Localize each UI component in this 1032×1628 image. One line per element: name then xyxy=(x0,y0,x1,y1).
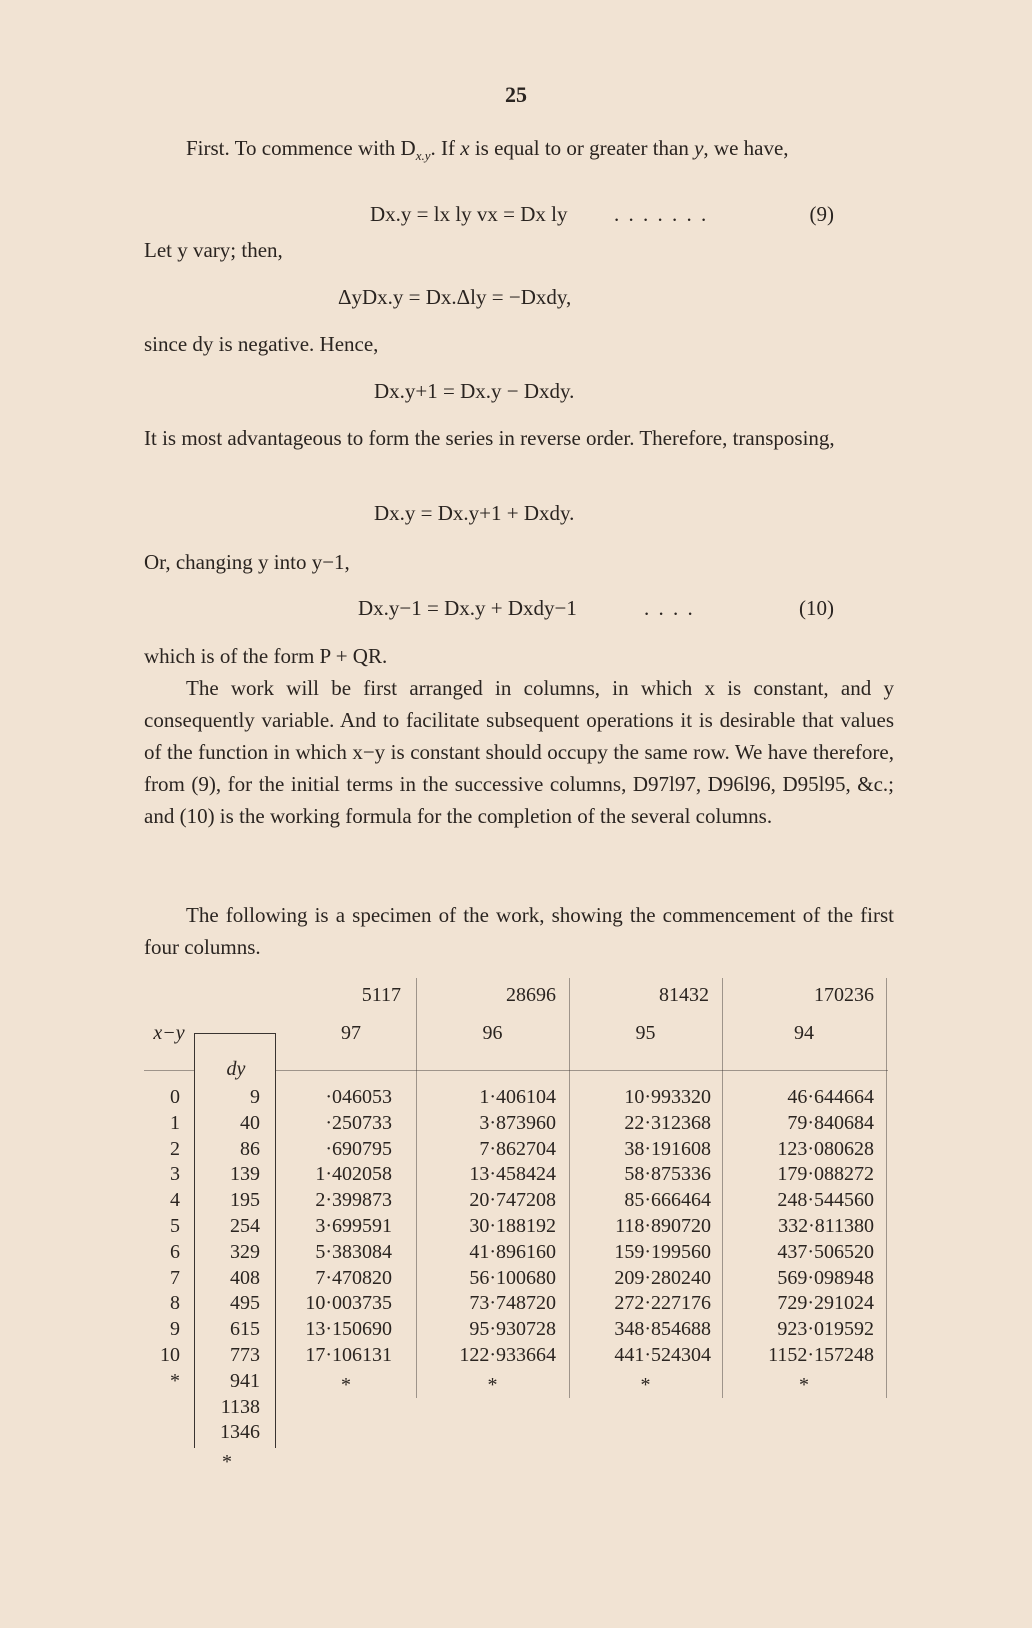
table-cell: 7·862704 xyxy=(479,1137,556,1160)
para1-part-g: , we have, xyxy=(703,136,789,160)
table-cell: 95·930728 xyxy=(469,1318,556,1341)
table-cell: 1·406104 xyxy=(479,1086,556,1108)
rule-col-4 xyxy=(886,978,887,1398)
table-cell: 30·188192 xyxy=(469,1215,556,1237)
x-minus-y-cell: 4 xyxy=(170,1189,180,1212)
table-cell: 209·280240 xyxy=(614,1266,711,1289)
equation-9-number: (9) xyxy=(809,202,834,226)
table-cell: 46·644664 xyxy=(787,1086,874,1108)
table-cell: 10·993320 xyxy=(624,1086,711,1108)
x-minus-y-cell: 2 xyxy=(170,1137,180,1160)
x-minus-y-cell: 0 xyxy=(170,1086,180,1108)
equation-next-formula: Dx.y+1 = Dx.y − Dxdy. xyxy=(374,379,575,403)
table-cell: 569·098948 xyxy=(777,1266,874,1289)
table-cell: 38·191608 xyxy=(624,1137,711,1160)
column-age-1: 97 xyxy=(341,1022,361,1044)
dy-cell: 495 xyxy=(230,1292,260,1315)
table-cell: 159·199560 xyxy=(614,1240,711,1263)
table-cell: 332·811380 xyxy=(778,1215,874,1237)
para1-part-e: is equal to or greater than xyxy=(469,136,695,160)
rule-xy-bottom xyxy=(144,1070,194,1071)
dy-cell: 1138 xyxy=(220,1395,260,1418)
equation-transposed xyxy=(144,497,894,529)
table-cell: 41·896160 xyxy=(469,1240,556,1263)
dy-cell: 941 xyxy=(230,1369,260,1392)
table-cell: 20·747208 xyxy=(469,1189,556,1212)
table-cell: * xyxy=(799,1373,809,1396)
dy-cell: 615 xyxy=(230,1318,260,1341)
equation-9-formula: Dx.y = lx ly vx = Dx ly xyxy=(370,202,568,226)
table-cell: 179·088272 xyxy=(777,1163,874,1186)
dy-cell: 86 xyxy=(240,1137,260,1160)
x-minus-y-cell: 5 xyxy=(170,1215,180,1237)
dy-cell: 254 xyxy=(230,1215,260,1237)
x-minus-y-cell: 7 xyxy=(170,1266,180,1289)
table-cell: 441·524304 xyxy=(614,1344,711,1366)
table-cell: 272·227176 xyxy=(614,1292,711,1315)
table-cell: * xyxy=(341,1373,351,1396)
column-age-2: 96 xyxy=(482,1022,503,1044)
dy-cell: 9 xyxy=(250,1086,260,1108)
equation-transposed-formula: Dx.y = Dx.y+1 + Dxdy. xyxy=(374,501,575,525)
table-cell: 58·875336 xyxy=(624,1163,711,1186)
table-cell: ·690795 xyxy=(325,1137,392,1160)
table-cell: 437·506520 xyxy=(777,1240,874,1263)
rule-header-bottom xyxy=(276,1070,888,1071)
table-cell: 22·312368 xyxy=(624,1111,711,1134)
column-top-1: 5117 xyxy=(361,984,401,1006)
page-number: 25 xyxy=(505,82,527,107)
table-cell: 2·399873 xyxy=(315,1189,392,1212)
rule-dy-top xyxy=(194,1033,276,1034)
table-cell: 123·080628 xyxy=(777,1137,874,1160)
equation-delta-formula: ΔyDx.y = Dx.Δly = −Dxdy, xyxy=(338,285,572,309)
paragraph-let-y-vary: Let y vary; then, xyxy=(144,238,283,262)
paragraph-specimen: The following is a specimen of the work, showing the commencement of the first four columns. xyxy=(144,903,894,959)
equation-9-dots: . . . . . . . xyxy=(614,202,709,226)
column-age-3: 95 xyxy=(635,1022,656,1044)
dy-cell: * xyxy=(222,1451,232,1474)
table-cell: 85·666464 xyxy=(624,1189,711,1212)
paragraph-reverse-order: It is most advantageous to form the series in reverse order. Therefore, transposing, xyxy=(144,426,835,450)
para1-subscript: x.y xyxy=(415,148,431,164)
table-cell: 348·854688 xyxy=(614,1318,711,1341)
dy-cell: 139 xyxy=(230,1163,260,1186)
x-minus-y-cell: * xyxy=(170,1369,180,1392)
x-minus-y-cell: 6 xyxy=(170,1240,180,1263)
equation-9 xyxy=(144,198,894,230)
equation-10-dots: . . . . xyxy=(644,596,695,620)
specimen-table xyxy=(144,978,894,1478)
header-dy: dy xyxy=(226,1058,246,1080)
table-cell: 1·402058 xyxy=(315,1163,392,1186)
paragraph-since: since dy is negative. Hence, xyxy=(144,332,379,356)
paragraph-work-arranged: The work will be first arranged in columns, in which x is constant, and y consequently variable. And to facilitate subsequent operations it is desirable that values of the function in which x−y is constant should occupy the same row. We have therefore, from (9), for the initial terms in the successive columns, D97l97, D96l96, D95l95, &c.; and (10) is the working formula for the completion of the several columns. xyxy=(144,676,894,828)
column-age-4: 94 xyxy=(794,1022,814,1044)
x-minus-y-cell: 8 xyxy=(170,1292,180,1315)
header-x-minus-y: x−y xyxy=(153,1022,185,1044)
table-cell: 118·890720 xyxy=(615,1215,711,1237)
column-top-4: 170236 xyxy=(814,984,874,1006)
table-cell: 10·003735 xyxy=(305,1292,392,1315)
equation-10 xyxy=(144,592,894,624)
x-minus-y-cell: 10 xyxy=(160,1344,180,1366)
dy-cell: 40 xyxy=(240,1111,260,1134)
table-cell: * xyxy=(487,1373,498,1396)
table-cell: 79·840684 xyxy=(787,1111,874,1134)
dy-cell: 1346 xyxy=(220,1421,260,1444)
para1-part-c: . If xyxy=(430,136,461,160)
table-cell: 729·291024 xyxy=(777,1292,874,1315)
paragraph-first xyxy=(144,132,894,164)
table-cell: 248·544560 xyxy=(777,1189,874,1212)
table-cell: 5·383084 xyxy=(315,1240,392,1263)
column-top-2: 28696 xyxy=(506,984,556,1006)
table-cell: * xyxy=(640,1373,651,1396)
dy-cell: 195 xyxy=(230,1189,260,1212)
x-minus-y-cell: 1 xyxy=(170,1111,180,1134)
table-cell: ·046053 xyxy=(325,1086,392,1108)
para1-part-b: D xyxy=(400,136,416,160)
equation-delta xyxy=(144,281,894,313)
table-cell: 56·100680 xyxy=(469,1266,556,1289)
paragraph-changing-y: Or, changing y into y−1, xyxy=(144,550,350,574)
table-cell: ·250733 xyxy=(325,1111,392,1134)
table-cell: 1152·157248 xyxy=(768,1344,874,1366)
para1-part-a: First. To commence with xyxy=(186,136,401,160)
table-cell: 3·873960 xyxy=(479,1111,556,1134)
table-cell: 3·699591 xyxy=(315,1215,392,1237)
paragraph-form-pqr: which is of the form P + QR. xyxy=(144,644,388,668)
table-cell: 13·458424 xyxy=(469,1163,556,1186)
dy-cell: 773 xyxy=(230,1344,260,1366)
x-minus-y-cell: 9 xyxy=(170,1318,180,1341)
dy-cell: 329 xyxy=(230,1240,260,1263)
para1-var-y: y xyxy=(694,136,704,160)
equation-10-number: (10) xyxy=(799,596,834,620)
x-minus-y-cell: 3 xyxy=(170,1163,180,1186)
table-cell: 7·470820 xyxy=(315,1266,392,1289)
table-cell: 122·933664 xyxy=(459,1344,556,1366)
para1-var-x: x xyxy=(460,136,470,160)
table-cell: 13·150690 xyxy=(305,1318,392,1341)
equation-10-formula: Dx.y−1 = Dx.y + Dxdy−1 xyxy=(358,596,577,620)
equation-next xyxy=(144,375,894,407)
table-cell: 923·019592 xyxy=(777,1318,874,1341)
dy-cell: 408 xyxy=(230,1266,260,1289)
table-cell: 73·748720 xyxy=(469,1292,556,1315)
table-cell: 17·106131 xyxy=(305,1344,392,1366)
column-top-3: 81432 xyxy=(659,984,709,1006)
